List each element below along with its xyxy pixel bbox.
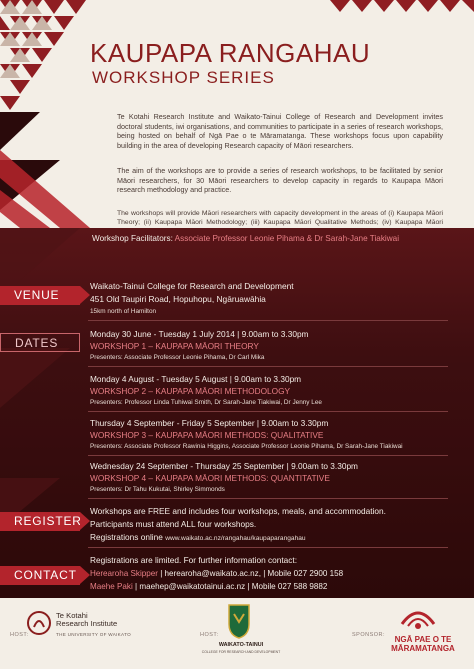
workshop-title: WORKSHOP 1 – KAUPAPA MĀORI THEORY	[90, 341, 259, 351]
host-label: HOST:	[10, 632, 29, 638]
contact-label: CONTACT	[0, 566, 80, 585]
page-title: KAUPAPA RANGAHAU	[90, 38, 371, 68]
workshop-dates: Wednesday 24 September - Thursday 25 September | 9.00am to 3.30pm	[90, 461, 358, 471]
contact-details[interactable]: | herearoha@waikato.ac.nz, | Mobile 027 2900 158	[160, 569, 344, 578]
te-kotahi-name: Te Kotahi Research Institute THE UNIVERSITY OF WAIKATO	[56, 611, 131, 637]
facilitators-label: Workshop Facilitators:	[92, 234, 173, 243]
contact-name: Herearoha Skipper	[90, 569, 158, 578]
register-line-1: Workshops are FREE and includes four workshops, meals, and accommodation.	[90, 506, 386, 516]
aim-paragraph: The aim of the workshops are to provide a series of research workshops, to be facilitated by senior Māori researchers, for 30 Māori researchers to develop capacity in regards to Kaupapa Māori research methodology and practice.	[117, 166, 443, 195]
workshop-title: WORKSHOP 2 – KAUPAPA MĀORI METHODOLOGY	[90, 386, 291, 396]
divider	[88, 366, 448, 367]
venue-label: VENUE	[0, 286, 80, 305]
page-subtitle: WORKSHOP SERIES	[92, 68, 275, 87]
contact-person-2	[90, 582, 327, 591]
register-online-line	[90, 532, 306, 542]
workshop-presenters: Presenters: Associate Professor Rawinia Higgins, Associate Professor Leonie Pihama, Dr Sarah-Jane Tiakiwai	[90, 443, 403, 450]
host-label: HOST:	[200, 632, 219, 638]
venue-line-1: Waikato-Tainui College for Research and Development	[90, 281, 294, 291]
facilitators-line	[92, 234, 399, 243]
dates-label: DATES	[0, 333, 80, 352]
registration-link[interactable]: www.waikato.ac.nz/rangahau/kaupaparangahau	[165, 535, 306, 542]
workshop-presenters: Presenters: Dr Tahu Kukutai, Shirley Simmonds	[90, 486, 225, 493]
details-section	[0, 228, 474, 598]
divider	[88, 320, 448, 321]
workshop-title: WORKSHOP 3 – KAUPAPA MĀORI METHODS: QUALITATIVE	[90, 430, 324, 440]
te-kotahi-emblem-icon	[26, 610, 52, 636]
sponsor-label: SPONSOR:	[352, 632, 386, 638]
waikato-tainui-logo	[226, 602, 252, 645]
contact-intro: Registrations are limited. For further information contact:	[90, 555, 298, 565]
header-section	[0, 0, 474, 228]
facilitators-names: Associate Professor Leonie Pihama & Dr Sarah-Jane Tiakiwai	[174, 234, 400, 243]
contact-name: Maehe Paki	[90, 582, 133, 591]
register-line-2: Participants must attend ALL four workshops.	[90, 519, 257, 529]
waikato-tainui-name: WAIKATO-TAINUI	[218, 642, 264, 648]
workshop-dates: Monday 30 June - Tuesday 1 July 2014 | 9.00am to 3.30pm	[90, 329, 309, 339]
workshop-dates: Monday 4 August - Tuesday 5 August | 9.00am to 3.30pm	[90, 374, 302, 384]
workshop-presenters: Presenters: Associate Professor Leonie Pihama, Dr Carl Mika	[90, 354, 265, 361]
workshop-title: WORKSHOP 4 – KAUPAPA MĀORI METHODS: QUANTITATIVE	[90, 473, 330, 483]
venue-line-2: 451 Old Taupiri Road, Hopuhopu, Ngāruawāhia	[90, 294, 266, 304]
workshops-paragraph: The workshops will provide Māori researchers with capacity development in the areas of (i) Kaupapa Māori Theory; (ii) Kaupapa Māori Methodology; (iii) Kaupapa Māori Qualitative Methods; (iv) Kaupapa Māori	[117, 210, 443, 226]
divider	[88, 455, 448, 456]
workshop-presenters: Presenters: Professor Linda Tuhiwai Smith, Dr Sarah-Jane Tiakiwai, Dr Jenny Lee	[90, 399, 322, 406]
venue-line-3: 15km north of Hamilton	[90, 308, 157, 315]
nga-pae-logo	[400, 604, 436, 637]
nga-pae-name: NGĀ PAE O TE MĀRAMATANGA	[391, 635, 455, 653]
divider	[88, 411, 448, 412]
register-online-label: Registrations online	[90, 532, 163, 542]
register-label: REGISTER	[0, 512, 80, 531]
workshop-dates: Thursday 4 September - Friday 5 September | 9.00am to 3.30pm	[90, 418, 329, 428]
divider	[88, 498, 448, 499]
divider	[88, 547, 448, 548]
contact-person-1	[90, 569, 343, 578]
footer-logos	[0, 598, 474, 669]
te-kotahi-logo	[26, 610, 52, 641]
nga-pae-emblem-icon	[400, 604, 436, 632]
waikato-tainui-crest-icon	[226, 602, 252, 640]
contact-details[interactable]: | maehep@waikatotainui.ac.nz | Mobile 027 588 9882	[135, 582, 328, 591]
waikato-tainui-sub: COLLEGE FOR RESEARCH AND DEVELOPMENT	[201, 650, 281, 654]
intro-paragraph: Te Kotahi Research Institute and Waikato-Tainui College of Research and Development invites doctoral students, iwi organisations, and communities to participate in a series of research workshops, being hosted on behalf of Ngā Pae o te Māramatanga. These workshops focus upon capability building in the area of developing Research capacity of Māori researchers.	[117, 112, 443, 151]
